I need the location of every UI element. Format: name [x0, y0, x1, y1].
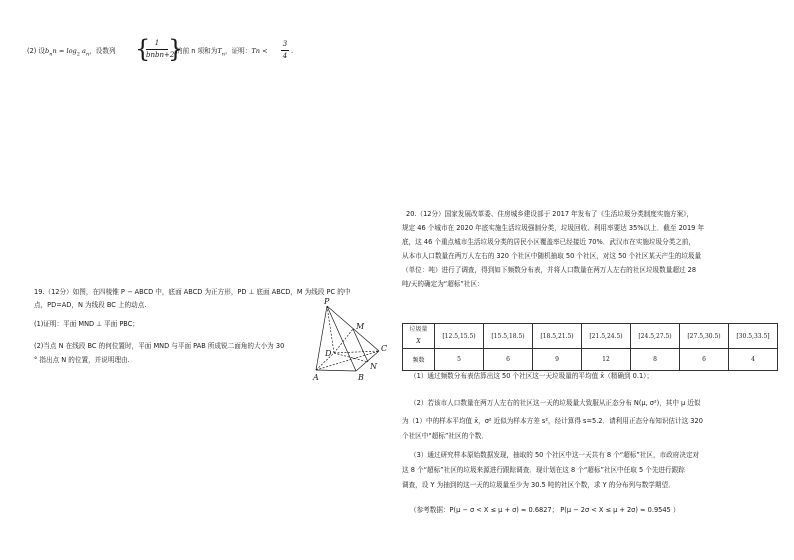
edge-dc [334, 351, 379, 353]
table-cell: [27.5,30.5) [680, 324, 729, 349]
table-cell: 12 [582, 349, 631, 371]
table-header-cell: 频数 [403, 349, 435, 371]
segment-dm [334, 329, 353, 353]
problem19-line2: 点，PD=AD，N 为线段 BC 上的动点. [34, 301, 147, 309]
table-cell: 8 [631, 349, 680, 371]
label-d: D [325, 349, 332, 358]
table-cell: [12.5,15.5) [435, 324, 484, 349]
problem20-line5: （单位：吨）进行了调查，得到如下频数分布表，并将人口数量在两万人左右的社区垃圾数量超过 28 [402, 266, 697, 274]
table-cell: 9 [533, 349, 582, 371]
table-cell: [30.5,33.5] [729, 324, 778, 349]
edge-pb [327, 306, 356, 371]
frequency-table [402, 323, 778, 371]
table-cell: [24.5,27.5) [631, 324, 680, 349]
period: . [291, 47, 294, 55]
label-c: C [381, 344, 388, 353]
problem18-part2-prefix: (2) 设$b_nn = \log_2 a_n$，设数列 [27, 47, 116, 58]
problem18-part2-suffix: 的前 n 项和为$T_n$，证明：Tn < [176, 47, 268, 58]
fraction: 1 bnbn+2 [146, 39, 175, 59]
label-a: A [313, 373, 319, 382]
problem20-q1: （1）通过频数分布表估算出这 50 个社区这一天垃圾量的平均值 x̄（精确到 0.1）； [410, 372, 654, 380]
table-cell: 6 [680, 349, 729, 371]
problem20-q3-line3: 调查，设 Y 为抽到的这一天的垃圾量至少为 30.5 吨的社区个数，求 Y 的分布列与数学期望． [402, 481, 675, 489]
table-cell: [18.5,21.5) [533, 324, 582, 349]
edge-pa [316, 306, 327, 370]
edge-pc [327, 306, 379, 351]
table-cell: 6 [484, 349, 533, 371]
table-cell: [15.5,18.5) [484, 324, 533, 349]
problem19-part2-line2: ° 指出点 N 的位置，并说明理由. [34, 356, 130, 364]
segment-mn [353, 329, 368, 362]
table-header-cell: 垃圾量 X [403, 324, 435, 349]
table-row [403, 349, 778, 371]
problem20-q2-line1: （2）若该市人口数量在两万人左右的社区这一天的垃圾量大致服从正态分布 N(μ, σ²)，其中 μ 近似 [410, 399, 701, 407]
pyramid-figure [309, 296, 393, 382]
problem19-part2-line1: (2)当点 N 在线段 BC 的何位置时，平面 MND 与平面 PAB 所成锐二面角的大小为 30 [34, 342, 285, 350]
problem20-line2: 规定 46 个城市在 2020 年底实施生活垃圾强制分类，垃圾回收、利用率要达 35%以上．截至 2019 年 [402, 224, 705, 232]
label-m: M [356, 322, 365, 331]
left-brace: { [135, 35, 151, 63]
label-p: P [324, 297, 330, 306]
problem20-q3-line1: （3）通过研究样本原始数据发现，抽取的 50 个社区中这一天共有 8 个“超标”社区，市政府决定对 [410, 451, 700, 459]
problem20-q3-line2: 这 8 个“超标”社区的垃圾来源进行跟踪调查．现计划在这 8 个“超标”社区中任取 5 个先进行跟踪 [402, 466, 685, 474]
edge-ab [316, 370, 356, 371]
table-cell: 5 [435, 349, 484, 371]
label-b: B [358, 373, 364, 382]
table-cell: 4 [729, 349, 778, 371]
problem19-line1: 19.（12分）如图，在四棱锥 P − ABCD 中，底面 ABCD 为正方形，PD ⊥ 底面 ABCD，M 为线段 PC 的中 [34, 288, 351, 296]
table-cell: [21.5,24.5) [582, 324, 631, 349]
table-row [403, 324, 778, 349]
problem20-line3: 底，这 46 个重点城市生活垃圾分类的居民小区覆盖率已经接近 70%．武汉市在实施垃圾分类之前， [402, 238, 696, 246]
exam-page: (2) 设$b_nn = \log_2 a_n$，设数列 { 1 bnbn+2 } 的前 n 项和为$T_n$，证明：Tn < 3 4 . 19.（12分）如图，在四棱锥 P − ABCD 中，底面 ABCD 为正方形，PD ⊥ 底面 ABCD，M 为线段 PC 的中 点，PD=AD，N 为线段 BC 上的动点. (1)证明：平面 MND ⊥ 平面 PBC； (2)当点 N 在线段 BC 的何位置时，平面 MND 与平面 PAB 所成锐二面角的大小为 30 ° 指出点 N 的位置，并说明理由. P M D C A B N 20.（12分）国家发展改革委、住房城乡建设部于 2017 年发布了《生活垃圾分类制度实施方案》， 规定 46 个城市在 2020 年底实施生活垃圾强制分类，垃圾回收、利用率要达 35%以上．截至 2019 年 底，这 46 个重点城市生活垃圾分类的居民小区覆盖率已经接近 70%．武汉市在实施垃圾分类之前， 从本市人口数量在两万人左右的 320 个社区中随机抽取 50 个社区，对这 50 个社区某天产生的垃圾量 （单位：吨）进行了调查，得到如下频数分布表，并将人口数量在两万人左右的社区垃圾数量超过 28 吨/天的确定为“超标”社区： 垃圾量 X [12.5,15.5) [15.5,18.5) [18.5,21.5) [21.5,24.5) [24.5,27.5) [27.5,30.5) [30.5,33.5] 频数 5 6 9 12 8 6 4 （1）通过频数分布表估算出这 50 个社区这一天垃圾量的平均值 x̄（精确到 0.1）； （2）若该市人口数量在两万人左右的社区这一天的垃圾量大致服从正态分布 N(μ, σ²)，其中 μ 近似 为（1）中的样本平均值 x̄，σ² 近似为样本方差 s²，经计算得 s=5.2．请利用正态分布知识估计这 320 个社区中“超标”社区的个数． （3）通过研究样本原始数据发现，抽取的 50 个社区中这一天共有 8 个“超标”社区，市政府决定对 这 8 个“超标”社区的垃圾来源进行跟踪调查．现计划在这 8 个“超标”社区中任取 5 个先进行跟踪 调查，设 Y 为抽到的这一天的垃圾量至少为 30.5 吨的社区个数，求 Y 的分布列与数学期望． （参考数据：P(μ − σ < X ≤ μ + σ) ≈ 0.6827； P(μ − 2σ < X ≤ μ + 2σ) ≈ 0.9545 ） [0, 0, 794, 560]
problem20-reference: （参考数据：P(μ − σ < X ≤ μ + σ) ≈ 0.6827； P(μ − 2σ < X ≤ μ + 2σ) ≈ 0.9545 ） [410, 506, 680, 514]
problem20-q2-line2: 为（1）中的样本平均值 x̄，σ² 近似为样本方差 s²，经计算得 s=5.2．请利用正态分布知识估计这 320 [402, 417, 703, 425]
problem20-q2-line3: 个社区中“超标”社区的个数． [402, 432, 488, 440]
problem20-line6: 吨/天的确定为“超标”社区： [402, 280, 484, 288]
problem20-line1: 20.（12分）国家发展改革委、住房城乡建设部于 2017 年发布了《生活垃圾分类制度实施方案》， [406, 210, 694, 218]
right-brace: } [168, 35, 184, 63]
problem19-part1: (1)证明：平面 MND ⊥ 平面 PBC； [34, 320, 139, 328]
problem20-line4: 从本市人口数量在两万人左右的 320 个社区中随机抽取 50 个社区，对这 50 个社区某天产生的垃圾量 [402, 252, 702, 260]
label-n: N [370, 362, 377, 371]
